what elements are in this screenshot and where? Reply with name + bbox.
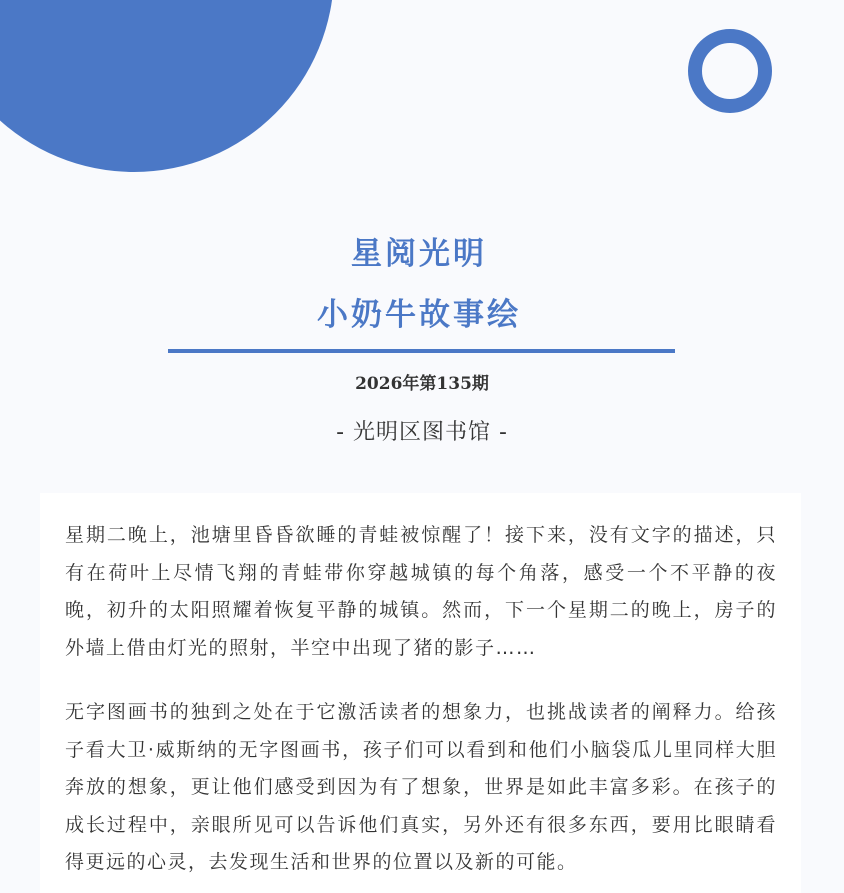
issue-number: 2026年第135期 [355, 374, 489, 394]
paragraph-2: 无字图画书的独到之处在于它激活读者的想象力，也挑战读者的阐释力。给孩子看大卫·威斯纳的无字图画书，孩子们可以看到和他们小脑袋瓜儿里同样大胆奔放的想象，更让他们感受到因为有了想象，世界是如此丰富多彩。在孩子的成长过程中，亲眼所见可以告诉他们真实，另外还有很多东西，要用比眼睛看得更远的心灵，去发现生活和世界的位置以及新的可能。 [65, 701, 777, 873]
title-divider [168, 349, 675, 353]
decorative-large-circle [0, 0, 334, 172]
content-card [40, 493, 801, 893]
library-name: - 光明区图书馆 - [336, 420, 508, 445]
title-line-2: 小奶牛故事绘 [317, 297, 521, 333]
decorative-ring [688, 29, 772, 113]
paragraph-1: 星期二晚上，池塘里昏昏欲睡的青蛙被惊醒了！接下来，没有文字的描述，只有在荷叶上尽情飞翔的青蛙带你穿越城镇的每个角落，感受一个不平静的夜晚，初升的太阳照耀着恢复平静的城镇。然而，下一个星期二的晚上，房子的外墙上借由灯光的照射，半空中出现了猪的影子…… [65, 524, 777, 659]
title-line-1: 星阅光明 [351, 236, 487, 272]
